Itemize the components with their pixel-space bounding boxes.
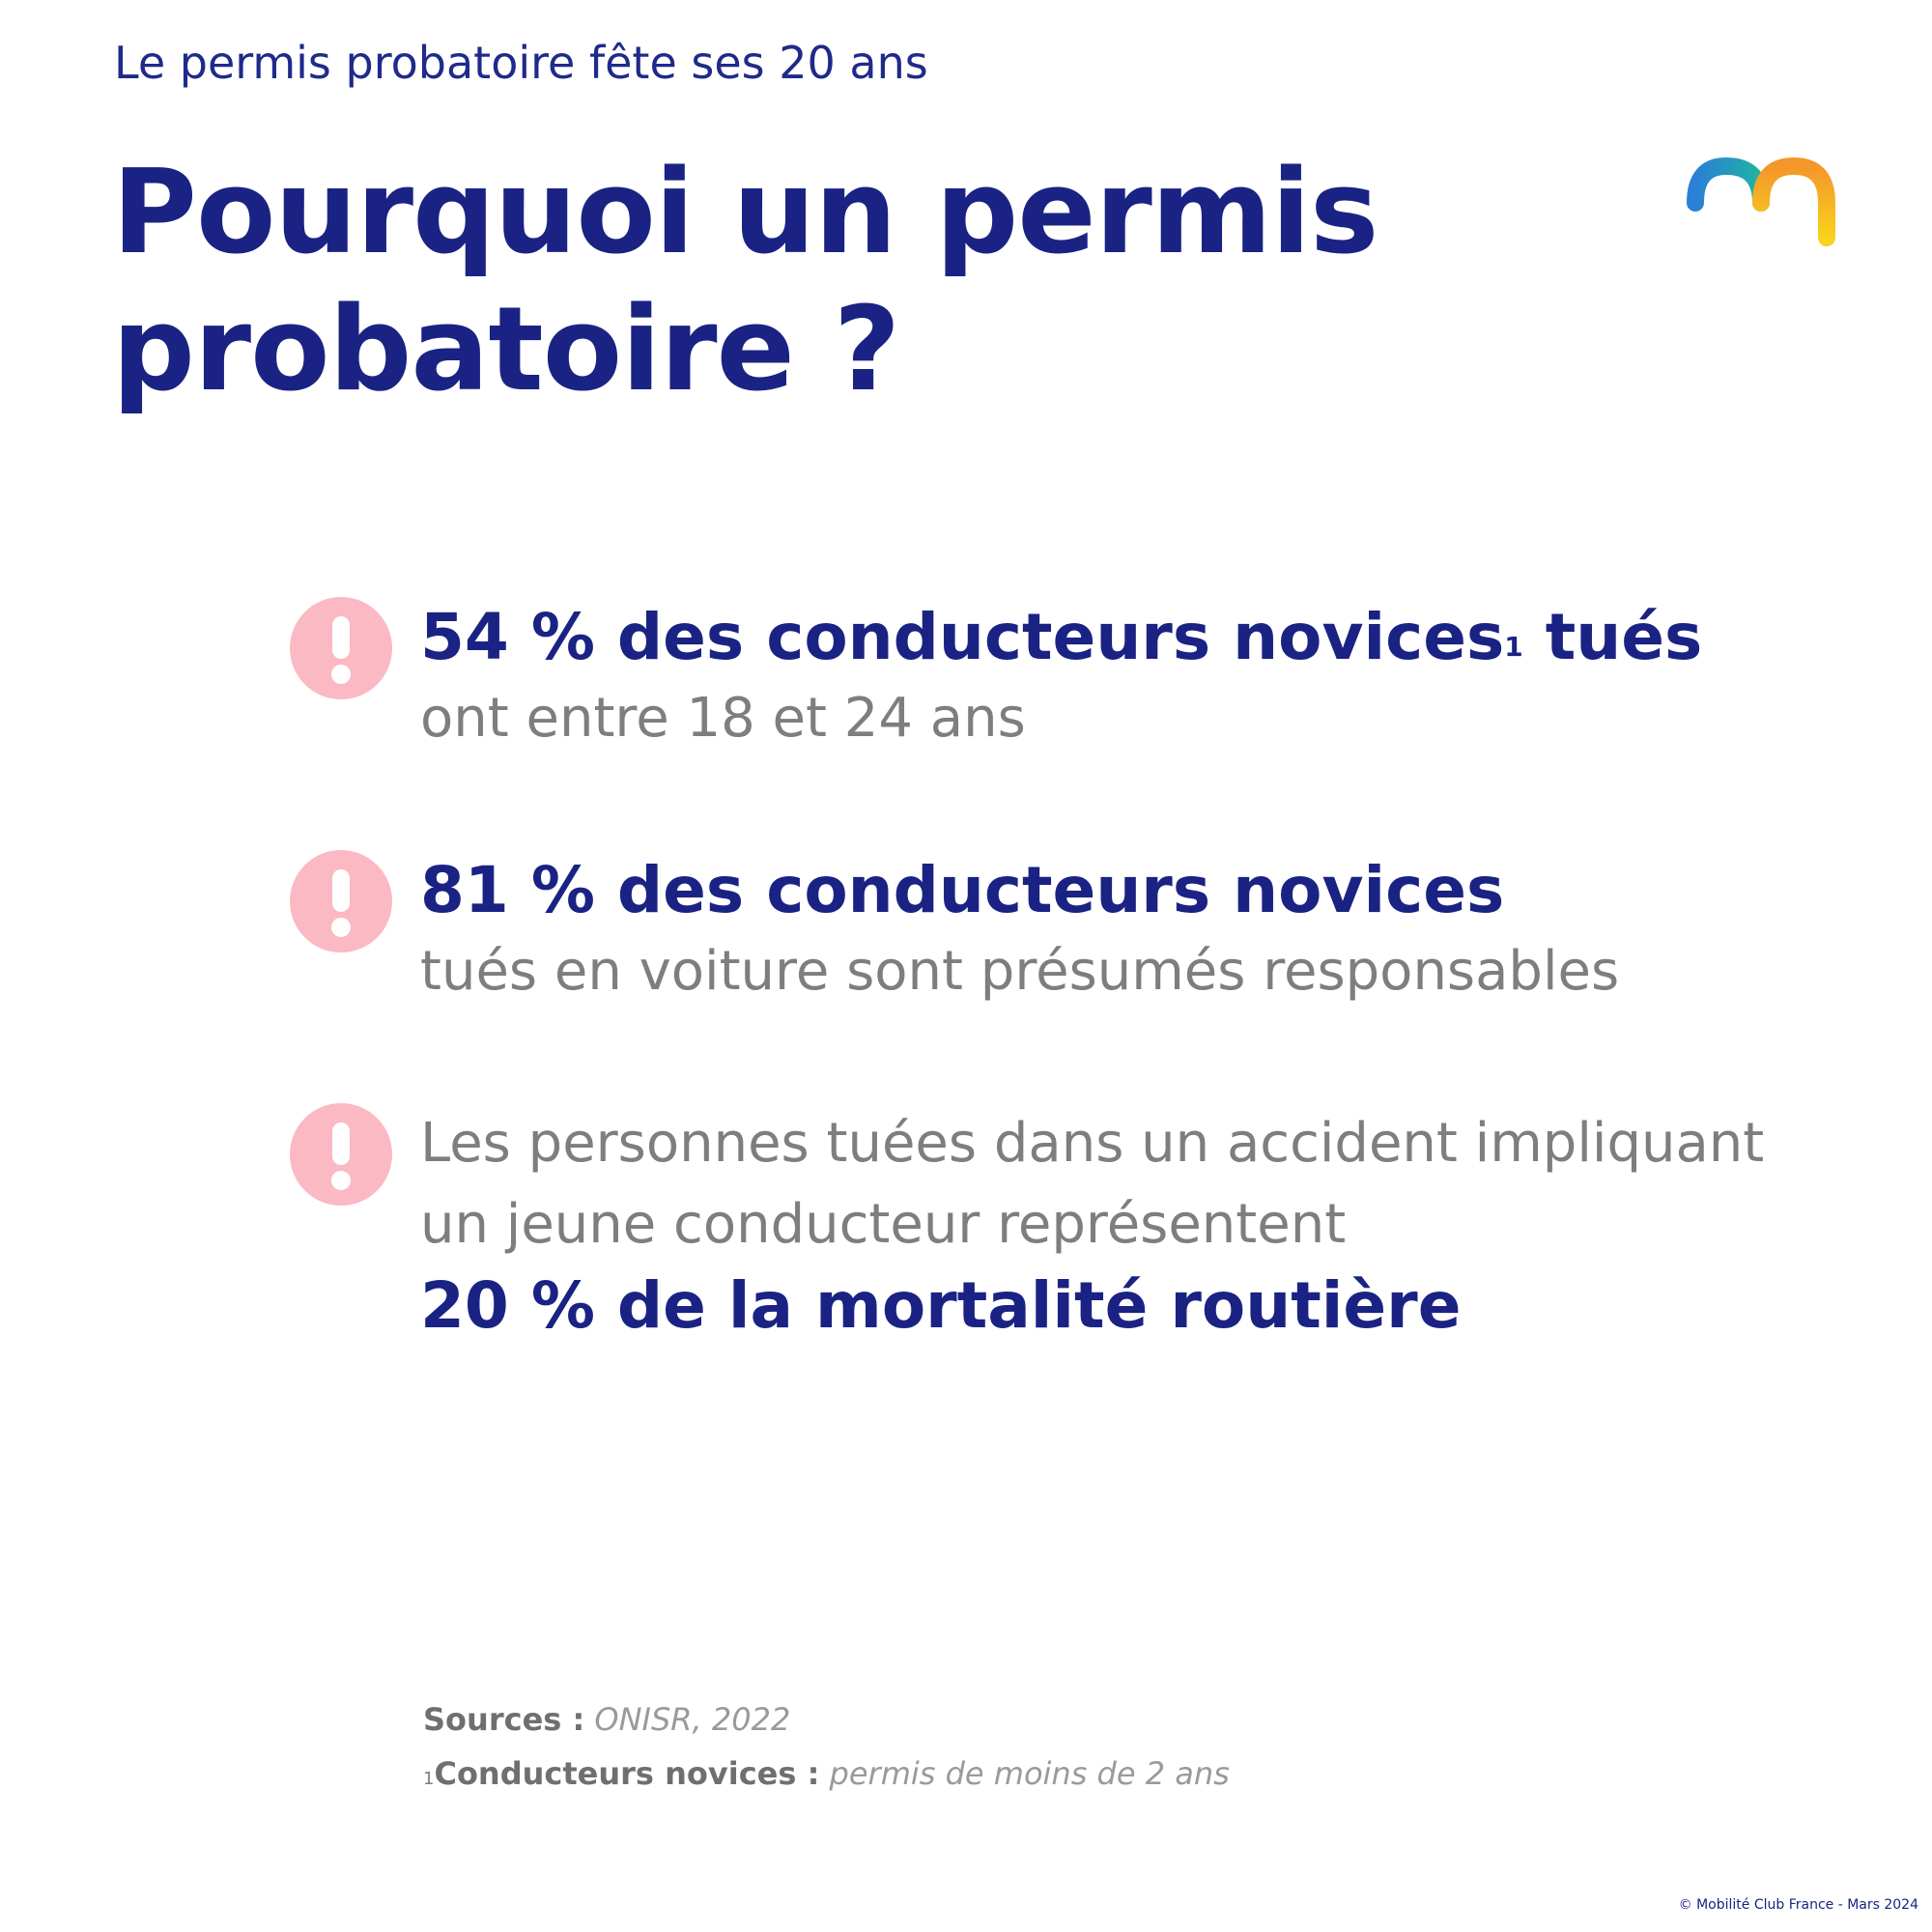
footnote-mark: 1 <box>423 1769 435 1789</box>
footnote-mark: 1 <box>1504 631 1523 663</box>
footnote-label: Conducteurs novices : <box>434 1755 820 1792</box>
exclamation-icon <box>290 850 392 952</box>
sources-label: Sources : <box>423 1701 585 1738</box>
page-title <box>112 145 1378 419</box>
stat-detail: tués en voiture sont présumés responsables <box>420 940 1620 1003</box>
stat-detail-line-2: un jeune conducteur représentent <box>420 1193 1347 1256</box>
exclamation-icon <box>290 597 392 699</box>
stat-detail-line-1: Les personnes tuées dans un accident impliquant <box>420 1112 1765 1175</box>
stat-headline: 54 % des conducteurs novices$^1$ tués <box>420 600 1703 674</box>
stat-text-1 <box>420 597 1792 759</box>
stat-headline: 20 % de la mortalité routière <box>420 1268 1462 1343</box>
sources-line <box>423 1692 1230 1747</box>
sources-block <box>423 1692 1230 1801</box>
footnote-line <box>423 1747 1230 1801</box>
stat-item-3 <box>290 1103 1797 1364</box>
exclamation-icon <box>290 1103 392 1206</box>
stat-headline: 81 % des conducteurs novices <box>420 853 1505 927</box>
stat-text-2 <box>420 850 1792 1012</box>
stat-detail: ont entre 18 et 24 ans <box>420 687 1026 750</box>
page-title-line-1: Pourquoi un permis <box>112 146 1378 280</box>
footnote-value: permis de moins de 2 ans <box>829 1755 1230 1792</box>
stat-text-3 <box>420 1103 1792 1347</box>
stat-item-2 <box>290 850 1797 1024</box>
mobilite-club-m-logo-icon <box>1686 155 1840 251</box>
page-title-line-2: probatoire ? <box>112 283 900 417</box>
kicker: Le permis probatoire fête ses 20 ans <box>114 37 928 89</box>
copyright: © Mobilité Club France - Mars 2024 <box>1678 1897 1918 1913</box>
sources-value: ONISR, 2022 <box>594 1701 791 1738</box>
stat-item-1 <box>290 597 1797 771</box>
